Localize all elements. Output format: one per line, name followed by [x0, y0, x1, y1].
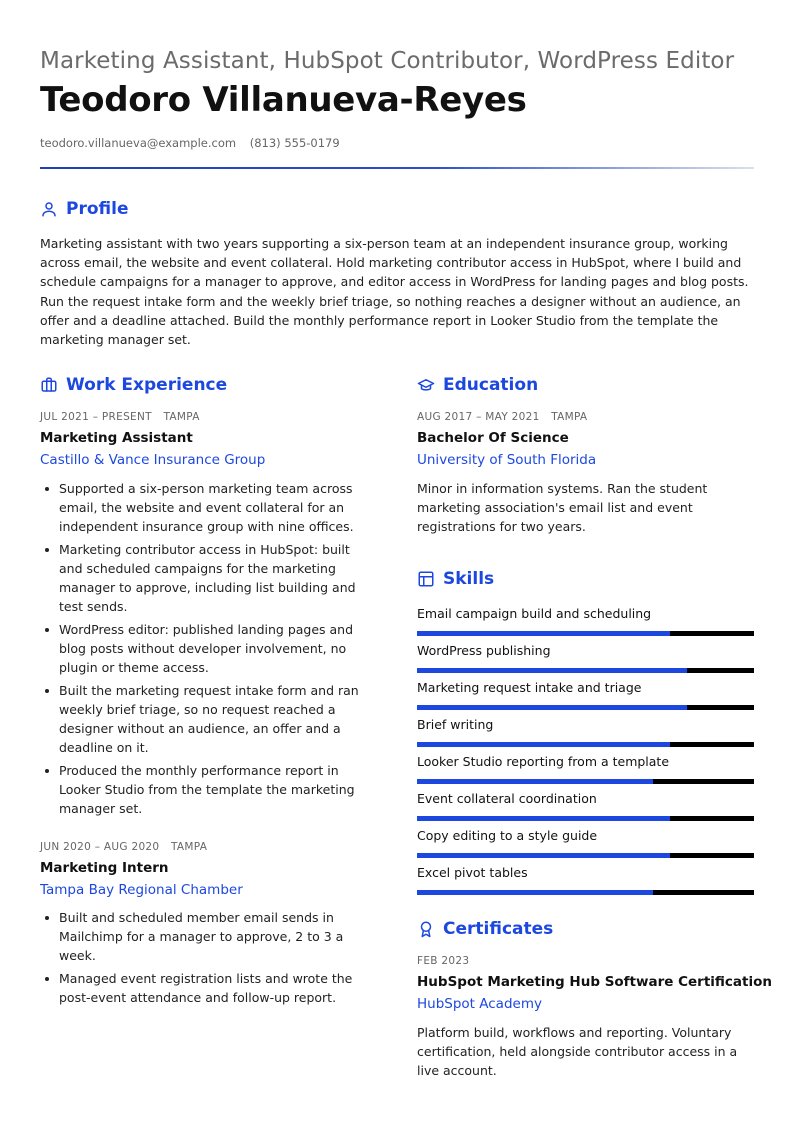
- skill-bar: [417, 668, 754, 673]
- profile-heading-label: Profile: [66, 199, 129, 219]
- skill-item: [417, 828, 754, 858]
- contact-line: [40, 136, 340, 150]
- skill-item: [417, 643, 754, 673]
- skill-label: WordPress publishing: [417, 643, 551, 658]
- job-organization: Tampa Bay Regional Chamber: [40, 882, 243, 898]
- skill-item: [417, 606, 754, 636]
- skill-bar: [417, 705, 754, 710]
- skill-bar-fill: [417, 631, 670, 636]
- award-ribbon-icon: [417, 920, 435, 938]
- job-meta: [40, 411, 200, 423]
- skills-heading: [417, 569, 494, 589]
- job-bullet: Produced the monthly performance report in Looker Studio from the template the marketing manager set.: [40, 761, 370, 818]
- work-experience-heading-label: Work Experience: [66, 375, 228, 395]
- briefcase-icon: [40, 376, 58, 394]
- skills-heading-label: Skills: [443, 569, 495, 589]
- job-role: Marketing Intern: [40, 860, 169, 876]
- skill-bar: [417, 816, 754, 821]
- skill-item: [417, 865, 754, 895]
- education-meta: [417, 411, 587, 423]
- job-meta: [40, 841, 207, 853]
- phone-text[interactable]: (813) 555-0179: [249, 136, 340, 150]
- skill-label: Brief writing: [417, 717, 494, 732]
- skill-label: Marketing request intake and triage: [417, 680, 642, 695]
- skill-item: [417, 754, 754, 784]
- job-bullet: Built the marketing request intake form and ran weekly brief triage, so no request reached a designer without an audience, an offer and a deadline on it.: [40, 681, 370, 757]
- email-text[interactable]: teodoro.villanueva@example.com: [40, 136, 237, 150]
- header-divider: [40, 167, 754, 169]
- job-title-subtitle: Marketing Assistant, HubSpot Contributor, WordPress Editor: [40, 48, 735, 74]
- profile-summary: Marketing assistant with two years supporting a six-person team at an independent insurance group, working across email, the website and event collateral. Hold marketing contributor access in HubSpot, where I build and schedule campaigns for a manager to approve, and editor access in WordPress for landing pages and blog posts. Run the request intake form and the weekly brief triage, so nothing reaches a designer without an audience, an offer and a deadline attached. Build the monthly performance report in Looker Studio from the template the marketing manager set.: [40, 236, 749, 348]
- education-heading-label: Education: [443, 375, 539, 395]
- skill-bar: [417, 631, 754, 636]
- skill-bar: [417, 853, 754, 858]
- education-heading: [417, 375, 538, 395]
- education-details: Minor in information systems. Ran the student marketing association's email list and event registrations for two years.: [417, 481, 708, 534]
- certificates-heading-label: Certificates: [443, 919, 554, 939]
- skill-bar-fill: [417, 668, 687, 673]
- job-bullet: Built and scheduled member email sends in Mailchimp for a manager to approve, 2 to 3 a week.: [40, 908, 370, 965]
- job-organization: Castillo & Vance Insurance Group: [40, 452, 266, 468]
- job-dates: JUL 2021 – PRESENT: [40, 411, 152, 423]
- skill-label: Email campaign build and scheduling: [417, 606, 652, 621]
- job-bullet: Managed event registration lists and wrote the post-event attendance and follow-up report.: [40, 969, 370, 1007]
- skill-label: Looker Studio reporting from a template: [417, 754, 670, 769]
- skill-label: Excel pivot tables: [417, 865, 528, 880]
- skill-item: [417, 717, 754, 747]
- school-name: University of South Florida: [417, 452, 597, 468]
- education-dates: AUG 2017 – MAY 2021: [417, 411, 540, 423]
- skill-bar: [417, 779, 754, 784]
- certificate-date: FEB 2023: [417, 955, 470, 967]
- skill-label: Copy editing to a style guide: [417, 828, 598, 843]
- education-location: TAMPA: [551, 411, 588, 423]
- profile-heading: [40, 199, 128, 219]
- job-bullet: WordPress editor: published landing pages and blog posts without developer involvement, no plugin or theme access.: [40, 620, 370, 677]
- job-bullets: [40, 479, 370, 822]
- graduation-cap-icon: [417, 376, 435, 394]
- skill-item: [417, 791, 754, 821]
- skill-item: [417, 680, 754, 710]
- skill-bar-fill: [417, 853, 670, 858]
- skill-label: Event collateral coordination: [417, 791, 597, 806]
- job-bullets: [40, 908, 370, 1011]
- layout-icon: [417, 570, 435, 588]
- skill-bar: [417, 742, 754, 747]
- resume-page: [40, 0, 772, 1123]
- certificate-name: HubSpot Marketing Hub Software Certification: [417, 974, 772, 990]
- job-bullet: Supported a six-person marketing team across email, the website and event collateral for an independent insurance group with nine offices.: [40, 479, 370, 536]
- user-icon: [40, 200, 58, 218]
- certificate-details: Platform build, workflows and reporting. Voluntary certification, held alongside contributor access in a live account.: [417, 1025, 738, 1078]
- job-role: Marketing Assistant: [40, 430, 193, 446]
- work-experience-heading: [40, 375, 227, 395]
- skill-bar: [417, 890, 754, 895]
- job-dates: JUN 2020 – AUG 2020: [40, 841, 160, 853]
- certificate-issuer: HubSpot Academy: [417, 996, 542, 1012]
- job-location: TAMPA: [163, 411, 200, 423]
- candidate-name: Teodoro Villanueva-Reyes: [40, 80, 527, 120]
- job-location: TAMPA: [171, 841, 208, 853]
- skill-bar-fill: [417, 742, 670, 747]
- skill-bar-fill: [417, 779, 653, 784]
- degree-name: Bachelor Of Science: [417, 430, 569, 446]
- skill-bar-fill: [417, 816, 670, 821]
- skill-bar-fill: [417, 705, 687, 710]
- certificates-heading: [417, 919, 553, 939]
- job-bullet: Marketing contributor access in HubSpot: built and scheduled campaigns for the marketing manager to approve, including list building and test sends.: [40, 540, 370, 616]
- skill-bar-fill: [417, 890, 653, 895]
